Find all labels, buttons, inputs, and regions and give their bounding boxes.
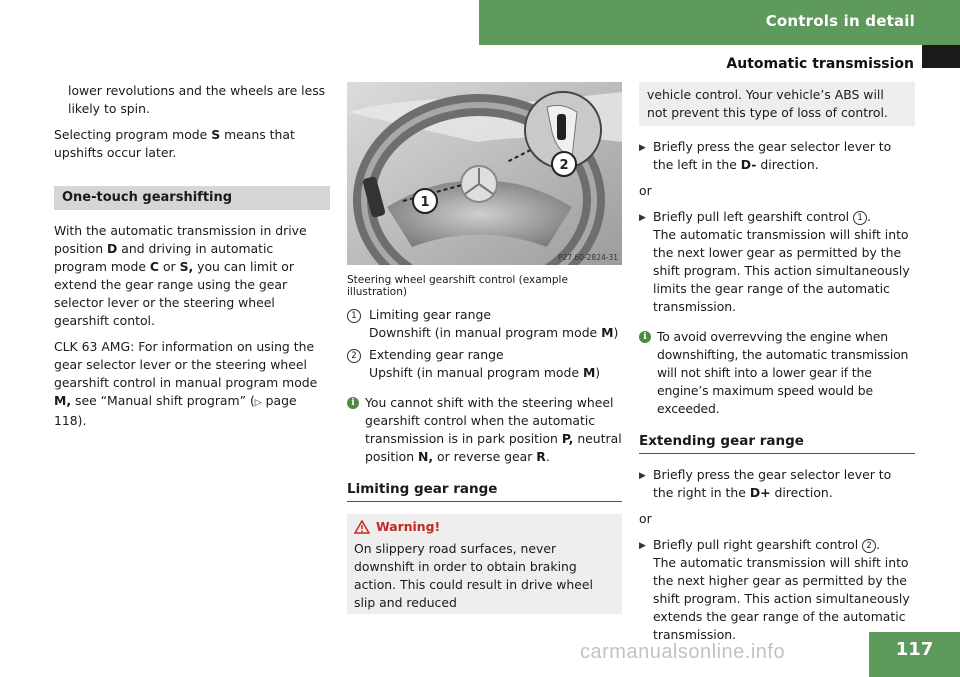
- paragraph-clk63: CLK 63 AMG: For information on using the gear selector lever or the steering wheel gearshift control in manual program mode M, see “Manual shift program” (▷ page 118).: [54, 339, 318, 428]
- number-2-icon: 2: [347, 349, 361, 363]
- warning-triangle-icon: [354, 520, 370, 534]
- warning-continuation: vehicle control. Your vehicle’s ABS will not prevent this type of loss of control.: [639, 82, 915, 126]
- column-middle: [347, 82, 622, 614]
- figure-caption: Steering wheel gearshift control (example illustration): [347, 274, 568, 298]
- watermark: carmanualsonline.info: [580, 641, 786, 663]
- section-heading-one-touch: One-touch gearshifting: [54, 186, 330, 210]
- number-2-icon: 2: [862, 539, 876, 553]
- warning-title: Warning!: [376, 519, 441, 534]
- header-tab: [922, 45, 960, 68]
- subsection-title: Automatic transmission: [726, 56, 914, 72]
- arrow-bullet-icon: ▶: [639, 471, 646, 481]
- bullet-item: ▶ Briefly pull left gearshift control 1 . The automatic transmission will shift into the next lower gear as permitted by the shift program. This action simultaneously limits the gear range of the automatic transmission.: [639, 209, 910, 314]
- paragraph-one-touch: With the automatic transmission in drive position D and driving in automatic program mode C or S, you can limit or extend the gear range using the gear selector lever or the steering wheel gearshift contol.: [54, 223, 307, 328]
- page-ref-arrow-icon: ▷: [254, 398, 262, 408]
- or-text: or: [639, 511, 652, 526]
- warning-text: On slippery road surfaces, never downshift in order to obtain braking action. This could result in drive wheel slip and reduced: [354, 541, 593, 610]
- callout-1: 1: [420, 195, 430, 210]
- arrow-bullet-icon: ▶: [639, 541, 646, 551]
- warning-box: [347, 514, 622, 614]
- arrow-bullet-icon: ▶: [639, 143, 646, 153]
- page-reference-link[interactable]: page 118).: [54, 393, 297, 428]
- bullet-item: ▶ Briefly pull right gearshift control 2 . The automatic transmission will shift into the next higher gear as permitted by the shift program. This action simultaneously extends the gear range of the automatic transmission.: [639, 537, 910, 642]
- paragraph-program-s: Selecting program mode S means that upshifts occur later.: [54, 127, 295, 160]
- arrow-bullet-icon: ▶: [639, 213, 646, 223]
- list-item: 2 Extending gear range Upshift (in manual program mode M): [347, 346, 622, 382]
- section-title: Controls in detail: [765, 12, 915, 30]
- info-icon: i: [347, 397, 359, 409]
- heading-extending-gear-range: Extending gear range: [639, 432, 915, 454]
- bullet-item: ▶ Briefly press the gear selector lever to the right in the D+ direction.: [639, 467, 892, 500]
- list-item: 1 Limiting gear range Downshift (in manual program mode M): [347, 306, 622, 342]
- image-code: P27.60-2824-31: [557, 253, 618, 262]
- column-right: [639, 82, 915, 652]
- number-1-icon: 1: [347, 309, 361, 323]
- page-number: 117: [869, 632, 960, 677]
- callout-2: 2: [559, 158, 569, 173]
- heading-limiting-gear-range: Limiting gear range: [347, 480, 622, 502]
- or-text: or: [639, 183, 652, 198]
- column-left: [54, 82, 330, 438]
- info-note-steering: i You cannot shift with the steering wheel gearshift control when the automatic transmission is in park position P, neutral position N, or reverse gear R.: [347, 394, 622, 466]
- continued-text: lower revolutions and the wheels are less likely to spin.: [68, 83, 326, 116]
- info-note-overrevving: i To avoid overrevving the engine when downshifting, the automatic transmission will not shift into a lower gear if the engine’s maximum speed would be exceeded.: [639, 328, 915, 418]
- info-icon: i: [639, 331, 651, 343]
- number-1-icon: 1: [853, 211, 867, 225]
- bullet-item: ▶ Briefly press the gear selector lever to the left in the D- direction.: [639, 139, 892, 172]
- steering-wheel-illustration: [347, 82, 622, 265]
